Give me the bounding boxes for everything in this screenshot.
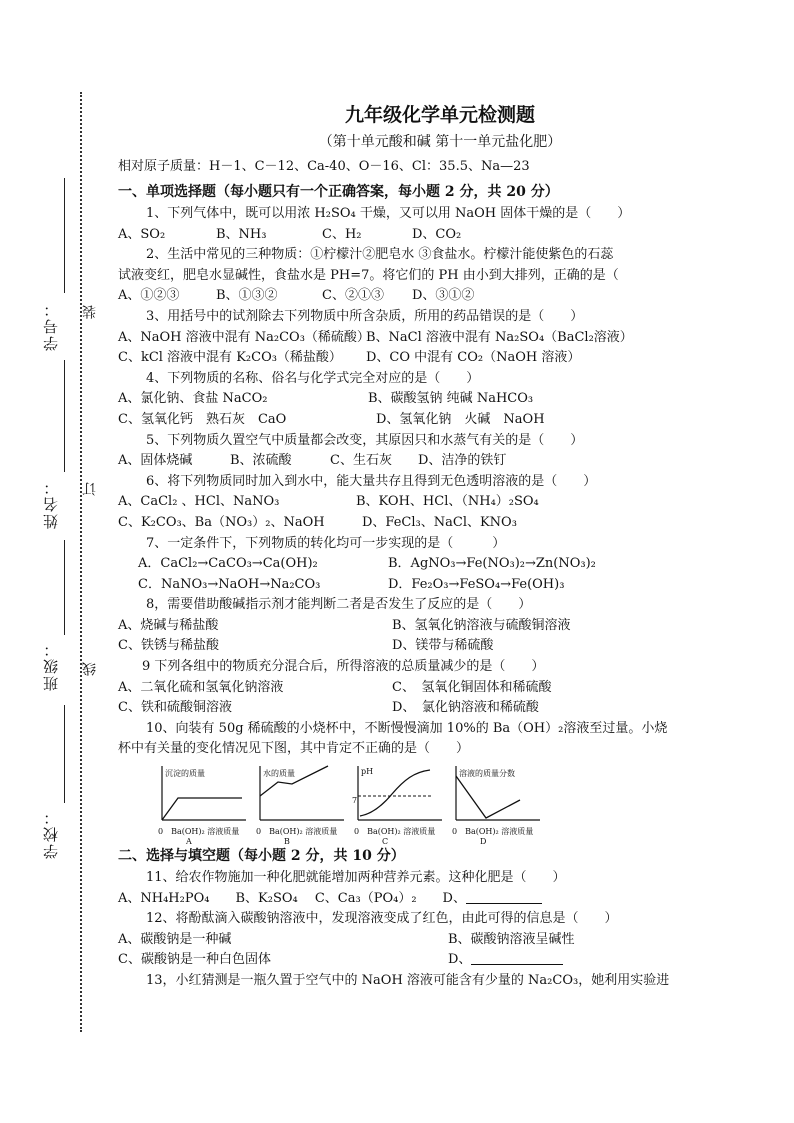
question-13: 13，小红猜测是一瓶久置于空气中的 NaOH 溶液可能含有少量的 Na₂CO₃，她利用实验进 (146, 973, 670, 988)
chart-d-ylabel: 溶液的质量分数 (459, 769, 515, 779)
q8-option-d[interactable]: D、镁带与稀硫酸 (392, 638, 494, 654)
q5-option-c[interactable]: C、生石灰 (330, 453, 392, 469)
q3-option-c[interactable]: C、kCl 溶液中混有 K₂CO₃（稀盐酸） (118, 350, 342, 366)
q7-option-a[interactable]: A．CaCl₂→CaCO₃→Ca(OH)₂ (138, 556, 318, 572)
question-12: 12、将酚酞滴入碳酸钠溶液中，发现溶液变成了红色，由此可得的信息是（ ） (146, 911, 618, 927)
q3-option-d[interactable]: D、CO 中混有 CO₂（NaOH 溶液） (366, 350, 581, 366)
question-3-options-ab (118, 328, 782, 349)
question-9-options-cd (118, 698, 782, 719)
class-label: 班级： (42, 640, 60, 691)
q6-option-a[interactable]: A、CaCl₂ 、HCl、NaNO₃ (118, 494, 280, 510)
question-3-options-cd (118, 348, 782, 369)
chart-b[interactable] (254, 762, 348, 847)
section2-heading: 二、选择与填空题（每小题 2 分，共 10 分） (118, 848, 405, 865)
q4-option-d[interactable]: D、氢氧化钠 火碱 NaOH (376, 411, 545, 427)
q3-option-a[interactable]: A、NaOH 溶液中混有 Na₂CO₃（稀硫酸） (118, 329, 370, 345)
question-8-options-ab (118, 616, 782, 637)
chart-a-xlabel: 0 Ba(OH)₂ 溶液质量 (158, 827, 240, 837)
chart-c-letter: C (382, 837, 389, 847)
q2-option-b[interactable]: B、①③② (216, 288, 278, 304)
question-7-options-ab (118, 554, 782, 575)
q7-option-d[interactable]: D．Fe₂O₃→FeSO₄→Fe(OH)₃ (388, 576, 565, 592)
question-2-line1: 2、生活中常见的三种物质：①柠檬汁②肥皂水 ③食盐水。柠檬汁能使紫色的石蕊 (146, 247, 614, 263)
question-11-options (118, 889, 782, 910)
question-9-options-ab (118, 678, 782, 699)
q11-blank[interactable] (466, 891, 542, 904)
q12-option-d-label: D、 (448, 952, 472, 968)
q2-option-a[interactable]: A、①②③ (118, 288, 180, 304)
q12-option-d[interactable] (448, 950, 563, 971)
chart-d-letter: D (480, 837, 487, 847)
q8-option-b[interactable]: B、氢氧化钠溶液与硫酸铜溶液 (392, 617, 571, 633)
question-11: 11、给农作物施加一种化肥就能增加两种营养元素。这种化肥是（ ） (146, 870, 566, 886)
q6-option-c[interactable]: C、K₂CO₃、Ba（NO₃）₂、NaOH (118, 514, 325, 530)
question-8-options-cd (118, 636, 782, 657)
q9-option-c[interactable]: C、铁和硫酸铜溶液 (118, 700, 232, 716)
school-field[interactable] (64, 705, 65, 803)
section1-heading: 一、单项选择题（每小题只有一个正确答案，每小题 2 分，共 20 分） (118, 184, 559, 200)
question-2-line2: 试液变红，肥皂水显碱性，食盐水是 PH=7。将它们的 PH 由小到大排列，正确的是（ (118, 267, 619, 283)
name-field[interactable] (64, 360, 65, 472)
question-12-options-ab (118, 930, 782, 951)
q2-option-d[interactable]: D、③①② (412, 288, 475, 304)
q9-option-b[interactable]: C、 氢氧化铜固体和稀硫酸 (392, 679, 552, 695)
student-id-field[interactable] (64, 178, 65, 293)
question-5: 5、下列物质久置空气中质量都会改变，其原因只和水蒸气有关的是（ ） (146, 432, 584, 448)
q4-option-b[interactable]: B、碳酸氢钠 纯碱 NaHCO₃ (368, 391, 534, 407)
chart-b-letter: B (284, 837, 290, 847)
question-1: 1、下列气体中，既可以用浓 H₂SO₄ 干燥，又可以用 NaOH 固体干燥的是（ ） (146, 206, 631, 221)
chart-b-ylabel: 水的质量 (263, 769, 295, 779)
q9-option-d[interactable]: D、 氯化钠溶液和稀硫酸 (392, 700, 539, 716)
q1-option-b[interactable]: B、NH₃ (216, 226, 267, 242)
q11-options-text[interactable]: A、NH₄H₂PO₄ B、K₂SO₄ C、Ca₃（PO₄）₂ D、 (118, 890, 466, 906)
bind-mark-ding: 订 (82, 482, 98, 496)
q1-option-c[interactable]: C、H₂ (322, 226, 362, 242)
q7-option-b[interactable]: B．AgNO₃→Fe(NO₃)₂→Zn(NO₃)₂ (388, 556, 596, 572)
q4-option-c[interactable]: C、氢氧化钙 熟石灰 CaO (118, 411, 287, 427)
q5-option-a[interactable]: A、固体烧碱 (118, 453, 193, 469)
q12-blank[interactable] (471, 952, 563, 965)
chart-b-xlabel: 0 Ba(OH)₂ 溶液质量 (256, 827, 338, 837)
question-6: 6、将下列物质同时加入到水中，能大量共存且得到无色透明溶液的是（ ） (146, 473, 597, 489)
question-4: 4、下列物质的名称、俗名与化学式完全对应的是（ ） (146, 370, 480, 386)
question-8: 8，需要借助酸碱指示剂才能判断二者是否发生了反应的是（ ） (146, 597, 532, 613)
q1-option-d[interactable]: D、CO₂ (412, 226, 462, 242)
chart-c-tick: 7 (352, 796, 358, 806)
question-7-options-cd (118, 575, 782, 596)
question-10-line2: 杯中有关量的变化情况见下图，其中肯定不正确的是（ ） (118, 741, 470, 757)
question-9: 9 下列各组中的物质充分混合后，所得溶液的总质量减少的是（ ） (142, 659, 545, 675)
q8-option-c[interactable]: C、铁锈与稀盐酸 (118, 638, 219, 654)
atomic-mass-note: 相对原子质量：H－1、C－12、Ca-40、O－16、Cl：35.5、Na—23 (118, 159, 530, 174)
bind-mark-zhuang: 装 (82, 305, 98, 319)
question-5-options (118, 451, 782, 472)
chart-a-letter: A (186, 837, 192, 847)
chart-c-xlabel: 0 Ba(OH)₂ 溶液质量 (354, 827, 436, 837)
question-10-charts (118, 762, 782, 847)
q12-option-b[interactable]: B、碳酸钠溶液呈碱性 (448, 931, 575, 947)
chart-d[interactable] (450, 762, 544, 847)
class-field[interactable] (64, 540, 65, 635)
q12-option-a[interactable]: A、碳酸钠是一种碱 (118, 931, 232, 947)
q7-option-c[interactable]: C．NaNO₃→NaOH→Na₂CO₃ (138, 576, 321, 592)
q5-option-d[interactable]: D、洁净的铁钉 (418, 453, 507, 469)
chart-c-ylabel: pH (361, 767, 374, 777)
student-id-label: 学号： (42, 300, 60, 351)
page-title: 九年级化学单元检测题 (344, 104, 535, 126)
q5-option-b[interactable]: B、浓硫酸 (230, 453, 292, 469)
q8-option-a[interactable]: A、烧碱与稀盐酸 (118, 617, 219, 633)
question-4-options-ab (118, 389, 782, 410)
question-6-options-ab (118, 492, 782, 513)
question-7: 7、一定条件下，下列物质的转化均可一步实现的是（ ） (146, 535, 506, 551)
chart-d-xlabel: 0 Ba(OH)₂ 溶液质量 (452, 827, 534, 837)
question-4-options-cd (118, 410, 782, 431)
binding-dotted-line (80, 92, 82, 1032)
q2-option-c[interactable]: C、②①③ (322, 288, 384, 304)
q4-option-a[interactable]: A、氯化钠、食盐 NaCO₂ (118, 391, 268, 407)
question-6-options-cd (118, 513, 782, 534)
q1-option-a[interactable]: A、SO₂ (118, 226, 166, 242)
chart-c[interactable] (352, 762, 446, 847)
question-3: 3、用括号中的试剂除去下列物质中所含杂质，所用的药品错误的是（ ） (146, 308, 584, 324)
q9-option-a[interactable]: A、二氧化硫和氢氧化钠溶液 (118, 679, 284, 695)
q12-option-c[interactable]: C、碳酸钠是一种白色固体 (118, 952, 271, 968)
page-subtitle: （第十单元酸和碱 第十一单元盐化肥） (318, 134, 562, 150)
q6-option-b[interactable]: B、KOH、HCl、（NH₄）₂SO₄ (356, 494, 539, 510)
question-12-options-cd (118, 950, 782, 971)
q3-option-b[interactable]: B、NaCl 溶液中混有 Na₂SO₄（BaCl₂溶液） (366, 329, 633, 345)
question-1-options (118, 225, 782, 246)
chart-a-ylabel: 沉淀的质量 (165, 769, 205, 779)
exam-content (118, 100, 782, 992)
school-label: 学校： (42, 808, 60, 859)
bind-mark-xian: 线 (82, 662, 98, 676)
q6-option-d[interactable]: D、FeCl₃、NaCl、KNO₃ (362, 514, 517, 530)
chart-a[interactable] (156, 762, 250, 847)
question-10-line1: 10、向装有 50g 稀硫酸的小烧杯中，不断慢慢滴加 10%的 Ba（OH）₂溶液至过量。小烧 (146, 720, 668, 736)
name-label: 姓名： (42, 478, 60, 529)
question-2-options (118, 286, 782, 307)
